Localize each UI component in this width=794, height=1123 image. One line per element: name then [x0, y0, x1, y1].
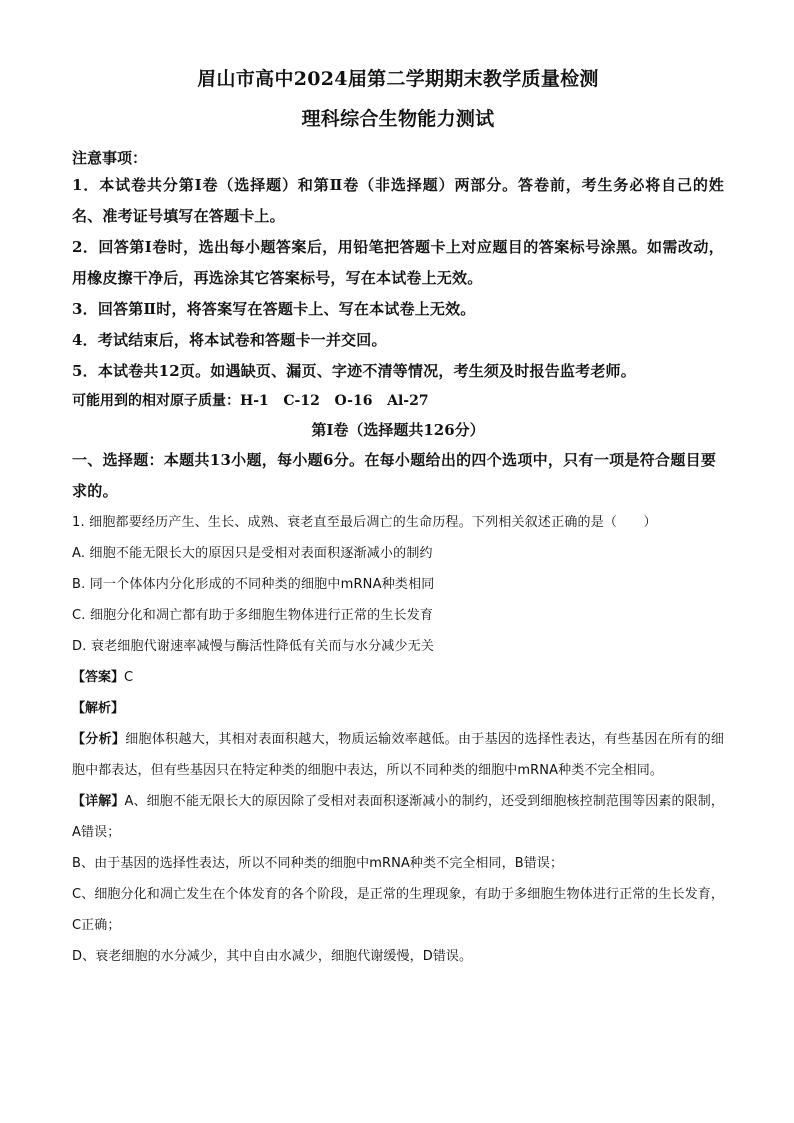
xiangjie-a: A、细胞不能无限长大的原因除了受相对表面积逐渐减小的制约，还受到细胞核控制范围等因素的限制，A错误； — [72, 794, 724, 840]
xiangjie-b: B、由于基因的选择性表达，所以不同种类的细胞中mRNA种类不完全相同，B错误； — [72, 856, 564, 871]
analysis-heading — [72, 693, 724, 724]
notice-item-3: 3．回答第Ⅱ时，将答案写在答题卡上、写在本试卷上无效。 — [72, 300, 476, 318]
option-b: B. 同一个体体内分化形成的不同种类的细胞中mRNA种类相同 — [72, 577, 435, 592]
notice-item-1: 1．本试卷共分第Ⅰ卷（选择题）和第Ⅱ卷（非选择题）两部分。答卷前，考生务必将自己的姓名、准考证号填写在答题卡上。 — [72, 176, 724, 225]
xiangjie-c: C、细胞分化和凋亡发生在个体发育的各个阶段，是正常的生理现象，有助于多细胞生物体进行正常的生长发育，C正确； — [72, 887, 724, 933]
answer-line — [72, 662, 724, 693]
notice-item-2: 2．回答第Ⅰ卷时，选出每小题答案后，用铅笔把答题卡上对应题目的答案标号涂黑。如需改动，用橡皮擦干净后，再选涂其它答案标号，写在本试卷上无效。 — [72, 238, 724, 287]
page-title: 眉山市高中2024届第二学期期末教学质量检测 — [197, 68, 599, 90]
section-title: 第Ⅰ卷（选择题共126分） — [311, 421, 485, 439]
page-subtitle: 理科综合生物能力测试 — [301, 108, 495, 130]
answer-value: C — [124, 670, 134, 685]
notice-item-5: 5．本试卷共12页。如遇缺页、漏页、字迹不清等情况，考生须及时报告监考老师。 — [72, 362, 636, 380]
notice-item-4: 4．考试结束后，将本试卷和答题卡一并交回。 — [72, 331, 387, 349]
fenxi-text: 细胞体积越大，其相对表面积越大，物质运输效率越低。由于基因的选择性表达，有些基因在所有的细胞中都表达，但有些基因只在特定种类的细胞中表达，所以不同种类的细胞中mRNA种类不完全相同。 — [72, 732, 724, 778]
option-c: C. 细胞分化和凋亡都有助于多细胞生物体进行正常的生长发育 — [72, 608, 434, 623]
fenxi-label: 【分析】 — [72, 732, 126, 747]
analysis-label: 【解析】 — [72, 701, 125, 716]
answer-label: 【答案】 — [72, 670, 125, 685]
atomic-mass-line: 可能用到的相对原子质量：H-1 C-12 O-16 Al-27 — [72, 393, 429, 409]
part-heading: 一、选择题：本题共13小题，每小题6分。在每小题给出的四个选项中，只有一项是符合题目要求的。 — [72, 451, 717, 500]
option-d: D. 衰老细胞代谢速率减慢与酶活性降低有关而与水分减少无关 — [72, 639, 435, 654]
fenxi-paragraph — [72, 724, 724, 786]
exam-page — [72, 62, 724, 972]
xiangjie-label: 【详解】 — [72, 794, 125, 809]
xiangjie-d: D、衰老细胞的水分减少，其中自由水减少，细胞代谢缓慢，D错误。 — [72, 949, 473, 964]
notice-heading: 注意事项： — [72, 149, 148, 167]
option-a: A. 细胞不能无限长大的原因只是受相对表面积逐渐减小的制约 — [72, 546, 433, 561]
xiangjie-paragraph — [72, 786, 724, 848]
question-stem: 1. 细胞都要经历产生、生长、成熟、衰老直至最后凋亡的生命历程。下列相关叙述正确的是（ ） — [72, 515, 657, 530]
